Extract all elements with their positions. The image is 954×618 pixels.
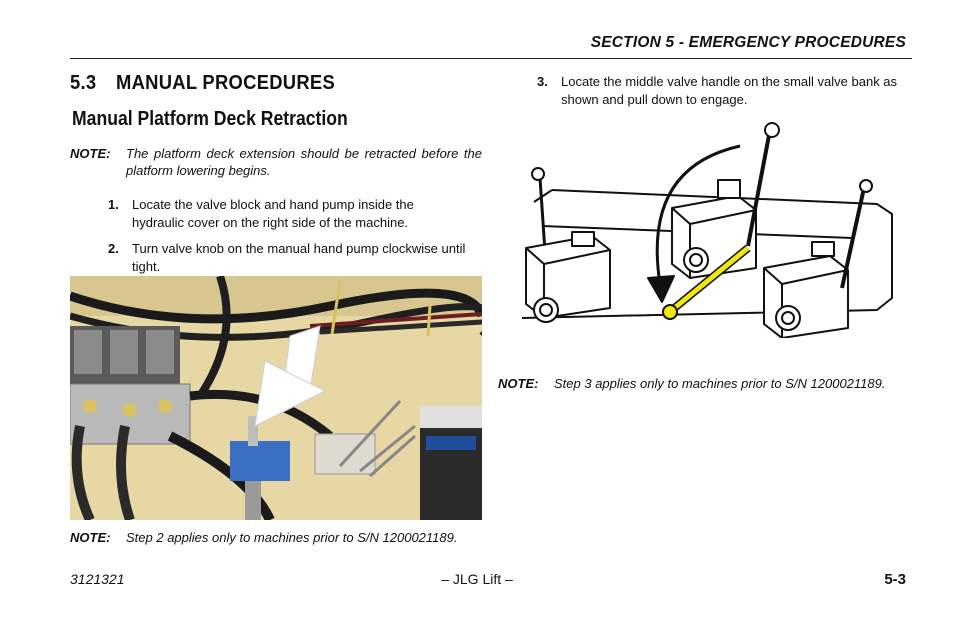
subsection-title: Manual Platform Deck Retraction (72, 108, 348, 130)
valve-bank-diagram (512, 118, 898, 338)
note-step2-serial (70, 529, 490, 547)
note-text: Step 3 applies only to machines prior to S/N 1200021189. (554, 376, 886, 391)
note-text: Step 2 applies only to machines prior to S/N 1200021189. (126, 530, 458, 545)
footer-brand: – JLG Lift – (441, 571, 513, 587)
step-2 (108, 240, 480, 280)
page-number: 5-3 (884, 571, 906, 588)
note-step3-serial (498, 375, 918, 393)
valve-block-photo (70, 276, 482, 520)
step-text: Turn valve knob on the manual hand pump clockwise until tight. (132, 241, 466, 274)
step-number: 3. (537, 74, 548, 89)
step-text: Locate the valve block and hand pump inside the hydraulic cover on the right side of the machine. (132, 197, 414, 230)
step-number: 2. (108, 241, 119, 256)
doc-number: 3121321 (70, 571, 125, 587)
step-number: 1. (108, 197, 119, 212)
step-text: Locate the middle valve handle on the small valve bank as shown and pull down to engage. (561, 74, 898, 107)
header-rule (70, 58, 912, 59)
section-title: MANUAL PROCEDURES (116, 72, 336, 94)
step-1 (108, 196, 468, 236)
note-text: The platform deck extension should be retracted before the platform lowering begins. (126, 146, 482, 178)
note-deck-retraction (70, 145, 482, 181)
note-label: NOTE: (498, 376, 539, 391)
note-label: NOTE: (70, 146, 111, 161)
section-header: SECTION 5 - EMERGENCY PROCEDURES (590, 34, 906, 51)
section-number: 5.3 (70, 72, 97, 94)
note-label: NOTE: (70, 530, 111, 545)
step-3 (537, 73, 909, 113)
section-heading (70, 72, 335, 95)
